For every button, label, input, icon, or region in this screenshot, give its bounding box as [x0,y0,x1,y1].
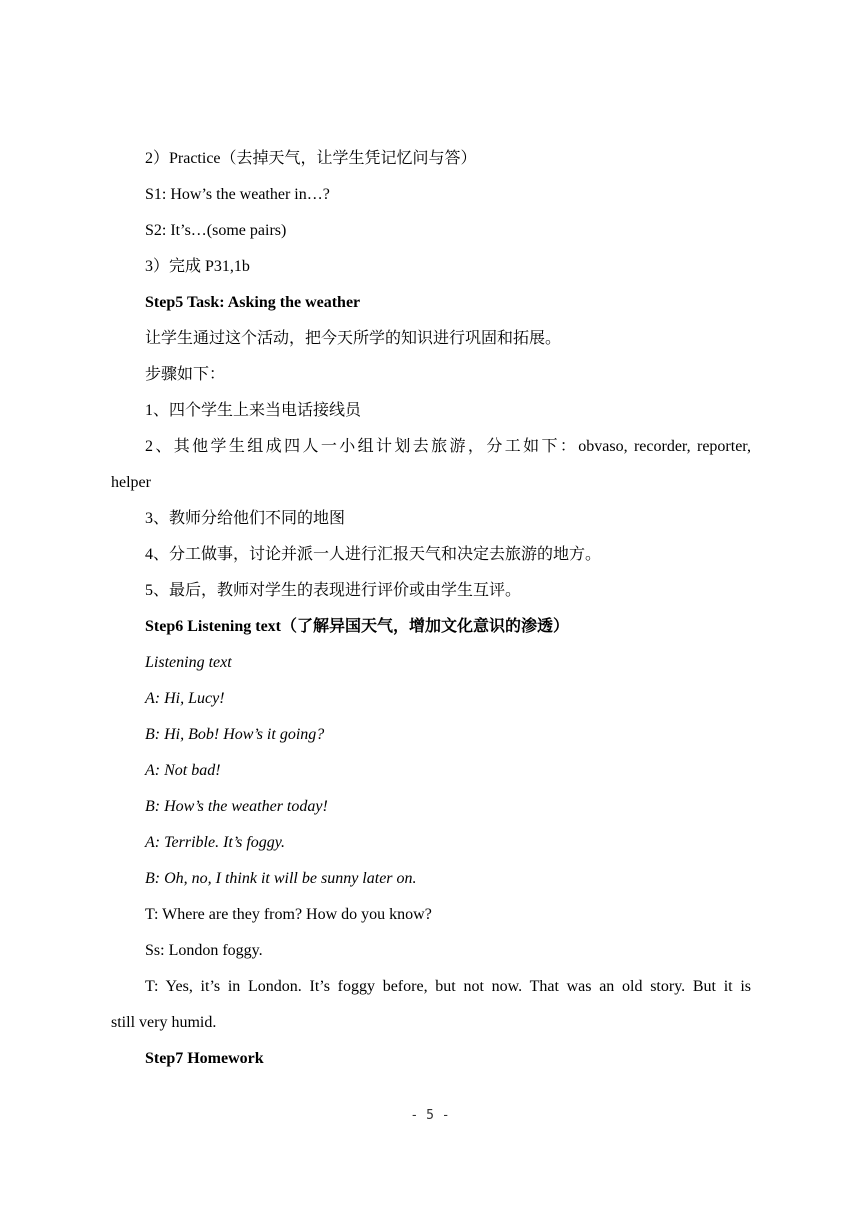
step-item-5: 5、最后，教师对学生的表现进行评价或由学生互评。 [145,582,522,599]
dialogue-line-a1: A: Hi, Lucy! [145,690,225,707]
teacher-explanation-continuation: still very humid. [111,1014,217,1031]
page-number: - 5 - [410,1108,450,1123]
dialogue-line-b3: B: Oh, no, I think it will be sunny later on. [145,870,417,887]
dialogue-line-b2: B: How’s the weather today! [145,798,328,815]
listening-text-title: Listening text [145,654,232,671]
step-item-2: 2、其他学生组成四人一小组计划去旅游，分工如下：obvaso, recorder, reporter, [145,438,751,455]
exercise-line: 3）完成 P31,1b [145,258,250,275]
steps-intro: 步骤如下： [145,366,226,383]
teacher-question: T: Where are they from? How do you know? [145,906,432,923]
practice-heading: 2）Practice（去掉天气，让学生凭记忆问与答） [145,150,477,167]
step-item-1: 1、四个学生上来当电话接线员 [145,402,362,419]
step5-heading: Step5 Task: Asking the weather [145,294,361,311]
dialogue-line-a2: A: Not bad! [145,762,221,779]
step7-heading: Step7 Homework [145,1050,264,1067]
students-answer: Ss: London foggy. [145,942,263,959]
teacher-explanation: T: Yes, it’s in London. It’s foggy before, but not now. That was an old story. But it is [145,978,751,995]
step6-heading: Step6 Listening text（了解异国天气，增加文化意识的渗透） [145,618,570,635]
step-item-4: 4、分工做事，讨论并派一人进行汇报天气和决定去旅游的地方。 [145,546,602,563]
step5-description: 让学生通过这个活动，把今天所学的知识进行巩固和拓展。 [145,330,562,347]
dialogue-line-a3: A: Terrible. It’s foggy. [145,834,286,851]
step-item-3: 3、教师分给他们不同的地图 [145,510,346,527]
dialogue-line-b1: B: Hi, Bob! How’s it going? [145,726,325,743]
step-item-2-continuation: helper [111,474,151,491]
dialogue-line-s2: S2: It’s…(some pairs) [145,222,287,239]
dialogue-line-s1: S1: How’s the weather in…? [145,186,330,203]
